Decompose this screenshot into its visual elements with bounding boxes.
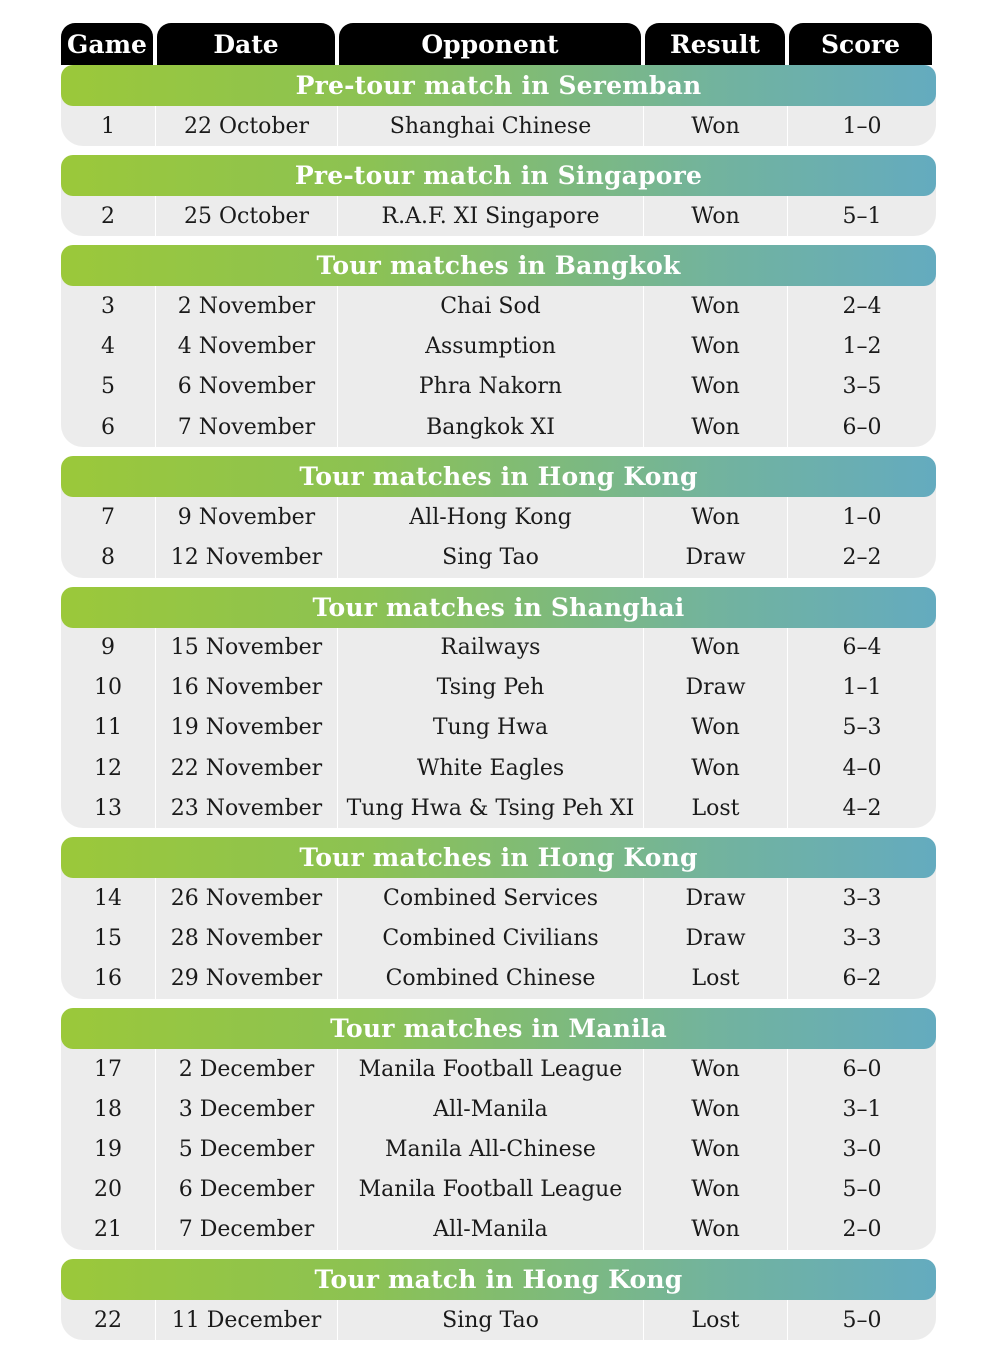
header-game: Game bbox=[61, 23, 153, 65]
result-cell: Won bbox=[644, 196, 788, 236]
table-row bbox=[61, 1300, 936, 1340]
result-cell: Won bbox=[644, 327, 788, 367]
opponent-cell: Tung Hwa & Tsing Peh XI bbox=[338, 788, 644, 828]
table-row bbox=[61, 708, 936, 748]
table-row bbox=[61, 959, 936, 999]
table-row bbox=[61, 106, 936, 146]
date-cell: 23 November bbox=[156, 788, 338, 828]
section bbox=[61, 456, 936, 577]
date-cell: 9 November bbox=[156, 497, 338, 537]
game-cell: 17 bbox=[61, 1049, 156, 1089]
game-cell: 18 bbox=[61, 1089, 156, 1129]
section-body bbox=[61, 1037, 936, 1250]
date-cell: 11 December bbox=[156, 1300, 338, 1340]
date-cell: 5 December bbox=[156, 1129, 338, 1169]
score-cell: 6–0 bbox=[842, 1056, 882, 1082]
opponent-cell: Assumption bbox=[338, 327, 644, 367]
result-cell: Lost bbox=[644, 1300, 788, 1340]
result-cell: Won bbox=[644, 497, 788, 537]
score-cell: 2–0 bbox=[842, 1217, 882, 1243]
game-cell: 7 bbox=[61, 497, 156, 537]
table-row bbox=[61, 196, 936, 236]
section-title: Tour match in Hong Kong bbox=[61, 1259, 936, 1300]
date-cell: 19 November bbox=[156, 708, 338, 748]
date-cell: 6 November bbox=[156, 367, 338, 407]
game-cell: 11 bbox=[61, 708, 156, 748]
result-cell: Won bbox=[644, 367, 788, 407]
game-cell: 22 bbox=[61, 1300, 156, 1340]
game-cell: 21 bbox=[61, 1210, 156, 1250]
table-header bbox=[61, 23, 936, 65]
result-cell: Won bbox=[644, 628, 788, 668]
result-cell: Won bbox=[644, 748, 788, 788]
game-cell: 9 bbox=[61, 628, 156, 668]
opponent-cell: Chai Sod bbox=[338, 286, 644, 326]
score-cell: 3–3 bbox=[842, 886, 882, 912]
date-cell: 2 November bbox=[156, 286, 338, 326]
opponent-cell: All-Manila bbox=[338, 1089, 644, 1129]
table-row bbox=[61, 1089, 936, 1129]
score-cell: 2–4 bbox=[842, 293, 882, 319]
table-row bbox=[61, 628, 936, 668]
score-cell: 4–0 bbox=[842, 755, 882, 781]
header-date: Date bbox=[157, 23, 335, 65]
result-cell: Lost bbox=[644, 788, 788, 828]
section bbox=[61, 1259, 936, 1340]
opponent-cell: All-Hong Kong bbox=[338, 497, 644, 537]
table-row bbox=[61, 788, 936, 828]
section bbox=[61, 65, 936, 146]
opponent-cell: R.A.F. XI Singapore bbox=[338, 196, 644, 236]
date-cell: 22 October bbox=[156, 106, 338, 146]
game-cell: 20 bbox=[61, 1170, 156, 1210]
section-title: Pre-tour match in Singapore bbox=[61, 155, 936, 196]
opponent-cell: Railways bbox=[338, 628, 644, 668]
result-cell: Won bbox=[644, 1129, 788, 1169]
table-row bbox=[61, 286, 936, 326]
date-cell: 7 November bbox=[156, 407, 338, 447]
table-row bbox=[61, 1170, 936, 1210]
section-title: Tour matches in Manila bbox=[61, 1008, 936, 1049]
game-cell: 8 bbox=[61, 537, 156, 577]
header-score: Score bbox=[789, 23, 932, 65]
date-cell: 3 December bbox=[156, 1089, 338, 1129]
game-cell: 19 bbox=[61, 1129, 156, 1169]
section-body bbox=[61, 866, 936, 999]
result-cell: Lost bbox=[644, 959, 788, 999]
table-row bbox=[61, 668, 936, 708]
game-cell: 13 bbox=[61, 788, 156, 828]
section-body bbox=[61, 274, 936, 447]
header-opponent: Opponent bbox=[339, 23, 641, 65]
score-cell: 3–3 bbox=[842, 926, 882, 952]
score-cell: 5–1 bbox=[842, 203, 882, 229]
result-cell: Won bbox=[644, 407, 788, 447]
date-cell: 28 November bbox=[156, 919, 338, 959]
table-row bbox=[61, 537, 936, 577]
section bbox=[61, 587, 936, 829]
score-cell: 5–0 bbox=[842, 1177, 882, 1203]
score-cell: 3–1 bbox=[842, 1096, 882, 1122]
score-cell: 2–2 bbox=[842, 544, 882, 570]
date-cell: 22 November bbox=[156, 748, 338, 788]
section bbox=[61, 837, 936, 999]
section-body bbox=[61, 485, 936, 577]
opponent-cell: Sing Tao bbox=[338, 1300, 644, 1340]
section bbox=[61, 245, 936, 447]
result-cell: Won bbox=[644, 1049, 788, 1089]
opponent-cell: Manila Football League bbox=[338, 1049, 644, 1089]
score-cell: 6–0 bbox=[842, 414, 882, 440]
date-cell: 12 November bbox=[156, 537, 338, 577]
opponent-cell: All-Manila bbox=[338, 1210, 644, 1250]
opponent-cell: Combined Services bbox=[338, 878, 644, 918]
table-row bbox=[61, 1129, 936, 1169]
header-result: Result bbox=[645, 23, 785, 65]
date-cell: 29 November bbox=[156, 959, 338, 999]
table-row bbox=[61, 497, 936, 537]
score-cell: 3–0 bbox=[842, 1136, 882, 1162]
opponent-cell: Phra Nakorn bbox=[338, 367, 644, 407]
section bbox=[61, 1008, 936, 1250]
score-cell: 5–3 bbox=[842, 715, 882, 741]
score-cell: 5–0 bbox=[842, 1307, 882, 1333]
score-cell: 1–0 bbox=[842, 504, 882, 530]
game-cell: 10 bbox=[61, 668, 156, 708]
opponent-cell: Manila Football League bbox=[338, 1170, 644, 1210]
result-cell: Draw bbox=[644, 668, 788, 708]
date-cell: 26 November bbox=[156, 878, 338, 918]
game-cell: 6 bbox=[61, 407, 156, 447]
sections-container bbox=[61, 65, 936, 1340]
result-cell: Draw bbox=[644, 878, 788, 918]
results-table bbox=[61, 23, 936, 1349]
opponent-cell: Tsing Peh bbox=[338, 668, 644, 708]
table-row bbox=[61, 367, 936, 407]
score-cell: 6–2 bbox=[842, 966, 882, 992]
result-cell: Won bbox=[644, 1210, 788, 1250]
score-cell: 3–5 bbox=[842, 374, 882, 400]
date-cell: 4 November bbox=[156, 327, 338, 367]
date-cell: 16 November bbox=[156, 668, 338, 708]
section-title: Tour matches in Hong Kong bbox=[61, 456, 936, 497]
game-cell: 14 bbox=[61, 878, 156, 918]
game-cell: 15 bbox=[61, 919, 156, 959]
date-cell: 7 December bbox=[156, 1210, 338, 1250]
section-title: Pre-tour match in Seremban bbox=[61, 65, 936, 106]
section-title: Tour matches in Bangkok bbox=[61, 245, 936, 286]
table-row bbox=[61, 327, 936, 367]
opponent-cell: White Eagles bbox=[338, 748, 644, 788]
game-cell: 2 bbox=[61, 196, 156, 236]
result-cell: Won bbox=[644, 1089, 788, 1129]
score-cell: 4–2 bbox=[842, 795, 882, 821]
opponent-cell: Bangkok XI bbox=[338, 407, 644, 447]
date-cell: 2 December bbox=[156, 1049, 338, 1089]
result-cell: Draw bbox=[644, 537, 788, 577]
opponent-cell: Manila All-Chinese bbox=[338, 1129, 644, 1169]
score-cell: 1–1 bbox=[842, 675, 882, 701]
table-row bbox=[61, 919, 936, 959]
game-cell: 4 bbox=[61, 327, 156, 367]
date-cell: 6 December bbox=[156, 1170, 338, 1210]
opponent-cell: Tung Hwa bbox=[338, 708, 644, 748]
game-cell: 5 bbox=[61, 367, 156, 407]
opponent-cell: Sing Tao bbox=[338, 537, 644, 577]
score-cell: 1–2 bbox=[842, 334, 882, 360]
section-title: Tour matches in Shanghai bbox=[61, 587, 936, 628]
result-cell: Won bbox=[644, 106, 788, 146]
opponent-cell: Combined Chinese bbox=[338, 959, 644, 999]
section bbox=[61, 155, 936, 236]
game-cell: 3 bbox=[61, 286, 156, 326]
result-cell: Won bbox=[644, 1170, 788, 1210]
table-row bbox=[61, 1049, 936, 1089]
result-cell: Won bbox=[644, 286, 788, 326]
date-cell: 25 October bbox=[156, 196, 338, 236]
section-body bbox=[61, 616, 936, 829]
score-cell: 1–0 bbox=[842, 113, 882, 139]
opponent-cell: Shanghai Chinese bbox=[338, 106, 644, 146]
opponent-cell: Combined Civilians bbox=[338, 919, 644, 959]
game-cell: 16 bbox=[61, 959, 156, 999]
score-cell: 6–4 bbox=[842, 635, 882, 661]
date-cell: 15 November bbox=[156, 628, 338, 668]
section-title: Tour matches in Hong Kong bbox=[61, 837, 936, 878]
table-row bbox=[61, 878, 936, 918]
table-row bbox=[61, 748, 936, 788]
table-row bbox=[61, 407, 936, 447]
result-cell: Won bbox=[644, 708, 788, 748]
game-cell: 12 bbox=[61, 748, 156, 788]
result-cell: Draw bbox=[644, 919, 788, 959]
game-cell: 1 bbox=[61, 106, 156, 146]
table-row bbox=[61, 1210, 936, 1250]
